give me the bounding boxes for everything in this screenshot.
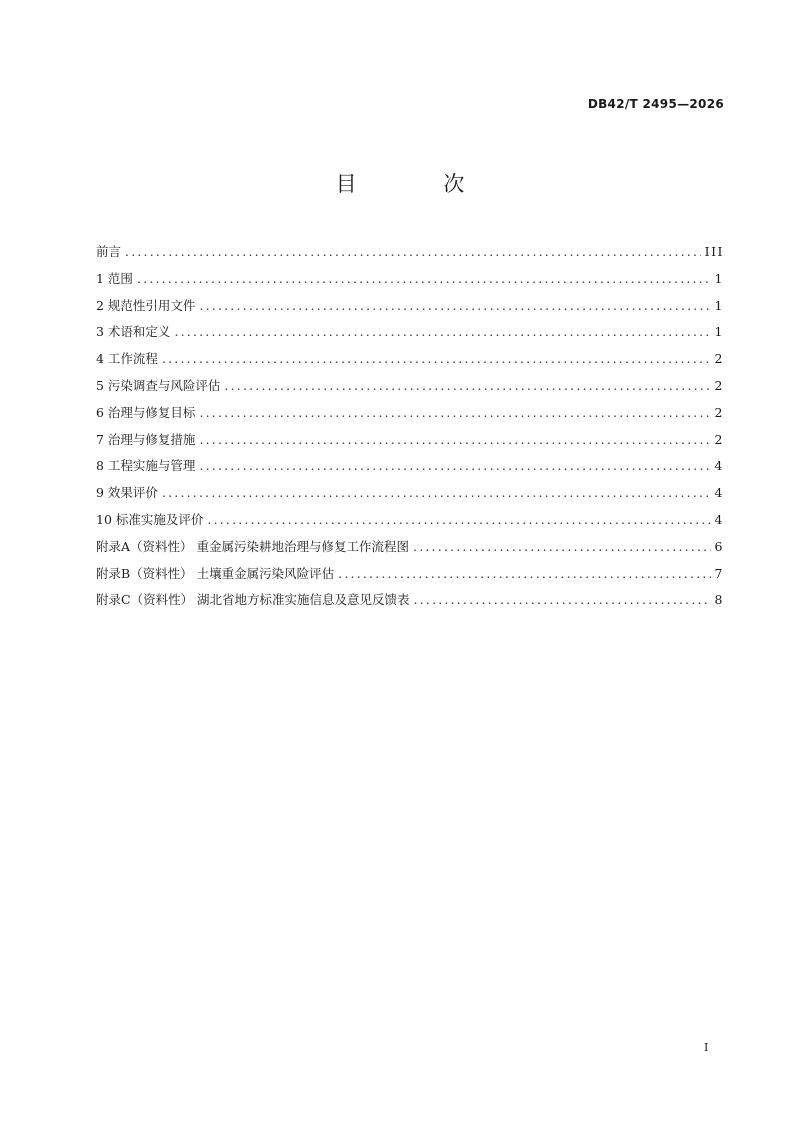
toc-entry-appendix-a[interactable] <box>96 538 724 565</box>
toc-entry-page: 4 <box>714 511 724 527</box>
toc-leader-dots <box>137 270 711 288</box>
table-of-contents <box>96 243 724 618</box>
toc-entry-appendix-c[interactable] <box>96 591 724 618</box>
toc-entry-appendix-b[interactable] <box>96 565 724 592</box>
toc-leader-dots <box>414 591 711 609</box>
toc-entry-page: III <box>704 244 724 259</box>
toc-entry-page: 2 <box>714 431 724 447</box>
toc-entry-normative-references[interactable] <box>96 297 724 324</box>
toc-entry-label: 6 治理与修复目标 <box>96 404 196 420</box>
toc-leader-dots <box>199 431 710 449</box>
toc-entry-page: 1 <box>714 324 724 340</box>
toc-entry-label: 5 污染调查与风险评估 <box>96 377 221 393</box>
toc-entry-page: 1 <box>714 270 724 286</box>
toc-entry-label: 附录A（资料性） 重金属污染耕地治理与修复工作流程图 <box>96 538 410 554</box>
toc-entry-label: 1 范围 <box>96 270 133 286</box>
toc-entry-evaluation[interactable] <box>96 484 724 511</box>
toc-entry-scope[interactable] <box>96 270 724 297</box>
toc-entry-label: 附录C（资料性） 湖北省地方标准实施信息及意见反馈表 <box>96 592 410 608</box>
toc-entry-page: 2 <box>714 351 724 367</box>
toc-entry-remediation-measures[interactable] <box>96 431 724 458</box>
toc-leader-dots <box>199 404 710 422</box>
toc-entry-page: 4 <box>714 485 724 501</box>
toc-entry-page: 6 <box>714 538 724 554</box>
toc-entry-remediation-goals[interactable] <box>96 404 724 431</box>
toc-leader-dots <box>199 297 710 315</box>
toc-entry-page: 7 <box>714 565 724 581</box>
toc-entry-page: 4 <box>714 458 724 474</box>
toc-entry-page: 1 <box>714 297 724 313</box>
document-code: DB42/T 2495—2026 <box>587 97 724 111</box>
toc-entry-label: 9 效果评价 <box>96 485 158 501</box>
toc-entry-label: 2 规范性引用文件 <box>96 297 196 313</box>
toc-entry-label: 3 术语和定义 <box>96 324 171 340</box>
toc-entry-standard-implementation[interactable] <box>96 511 724 538</box>
toc-entry-label: 前言 <box>96 244 122 259</box>
toc-leader-dots <box>162 484 711 502</box>
toc-entry-page: 2 <box>714 404 724 420</box>
toc-leader-dots <box>162 350 711 368</box>
toc-leader-dots <box>199 457 710 475</box>
toc-entry-survey-risk[interactable] <box>96 377 724 404</box>
toc-leader-dots <box>174 323 710 341</box>
page-title: 目 次 <box>335 172 505 196</box>
toc-entry-page: 2 <box>714 377 724 393</box>
toc-leader-dots <box>338 565 710 583</box>
toc-leader-dots <box>224 377 710 395</box>
toc-entry-implementation[interactable] <box>96 457 724 484</box>
toc-entry-workflow[interactable] <box>96 350 724 377</box>
toc-entry-terms-definitions[interactable] <box>96 323 724 350</box>
toc-entry-label: 10 标准实施及评价 <box>96 511 204 527</box>
toc-leader-dots <box>413 538 711 556</box>
toc-leader-dots <box>125 243 701 261</box>
toc-entry-label: 附录B（资料性） 土壤重金属污染风险评估 <box>96 565 335 581</box>
toc-entry-preface[interactable] <box>96 243 724 270</box>
toc-entry-page: 8 <box>714 592 724 608</box>
toc-entry-label: 4 工作流程 <box>96 351 158 367</box>
page-number: I <box>704 1041 709 1054</box>
toc-entry-label: 7 治理与修复措施 <box>96 431 196 447</box>
toc-entry-label: 8 工程实施与管理 <box>96 458 196 474</box>
toc-leader-dots <box>207 511 710 529</box>
